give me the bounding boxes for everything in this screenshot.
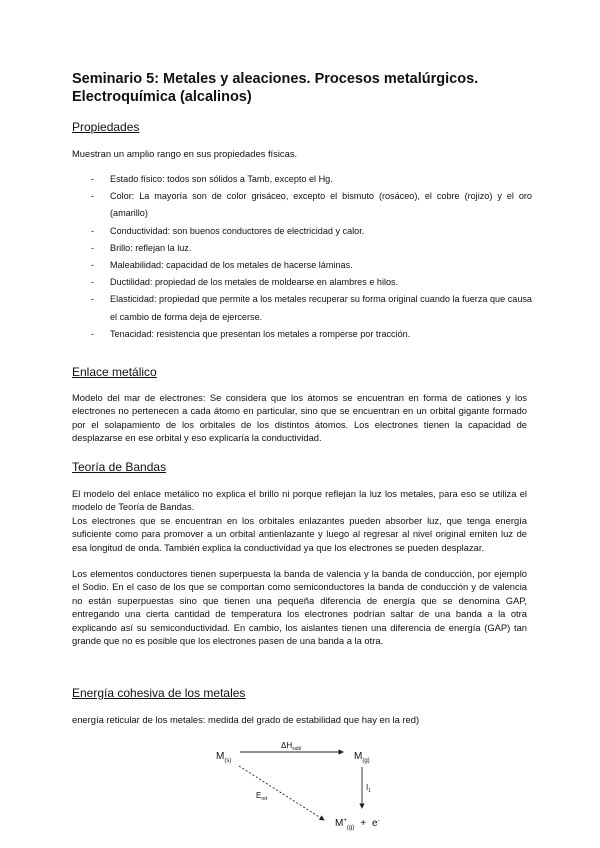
lattice-energy-arrow <box>239 766 324 820</box>
section-heading-bandas: Teoría de Bandas <box>72 460 167 474</box>
bullet-dash: - <box>91 225 95 236</box>
sublimation-label: $\Delta H_{subl}$ <box>281 741 302 752</box>
list-item: - Conductividad: son buenos conductores de electricidad y calor. <box>72 223 532 240</box>
list-item: - Ductilidad: propiedad de los metales de moldearse en alambres e hilos. <box>72 274 532 291</box>
m-solid-label: $M_{(s)}$ <box>216 751 232 764</box>
cohesiva-text: energía reticular de los metales: medida del grado de estabilidad que hay en la red) <box>72 714 420 725</box>
bandas-p3: Los elementos conductores tienen superpuesta la banda de valencia y la banda de conducción, por ejemplo el Sodio. En el caso de los que se comportan como semiconductores la banda de conducción y de valencia no están superpuestas sino que tienen una pequeña diferencia de energía que se denomina GAP, entregando una cierta cantidad de temperatura los electrones podrían saltar de una banda a la otra explicando así su semiconductividad. En cambio, los aislantes tienen una diferencia de energía (GAP) tan grande que no es posible que los electrones pasen de una banda a la otra. <box>72 568 527 647</box>
bullet-dash: - <box>91 328 95 339</box>
bullet-dash: - <box>91 260 95 271</box>
m-gas-label: $M_{(g)}$ <box>354 751 370 764</box>
enlace-paragraph: Modelo del mar de electrones: Se considera que los átomos se encuentran en forma de cationes y los electrones no pertenecen a cada átomo en particular, sino que se encuentran en un orbital gigante formado por el solapamiento de los orbitales de los distintos átomos. Los electrones tienen la capacidad de desplazarse en ese orbital y eso explicaría la conductividad. <box>72 392 527 444</box>
bandas-p2: Los electrones que se encuentran en los orbitales enlazantes pueden absorber luz, que tenga energía suficiente como para promover a un orbital antienlazante y luego al regresar al nivel original emiten luz de esa longitud de onda. También explica la conductividad ya que los electrones se pueden desplazar. <box>72 514 527 553</box>
list-item: - Brillo: reflejan la luz. <box>72 240 532 257</box>
bandas-p1: El modelo del enlace metálico no explica el brillo ni porque reflejan la luz los metales, para eso se utiliza el modelo de Teoría de Bandas. <box>72 488 527 513</box>
bullet-dash: - <box>91 174 95 184</box>
list-item: - Elasticidad: propiedad que permite a los metales recuperar su forma original cuando la fuerza que causa el cambio de forma deja de ejercerse. <box>72 291 532 325</box>
list-item: - Estado físico: todos son sólidos a Tamb, excepto el Hg. <box>72 171 532 188</box>
list-item: - Maleabilidad: capacidad de los metales de hacerse láminas. <box>72 257 532 274</box>
page-title: Seminario 5: Metales y aleaciones. Procesos metalúrgicos. Electroquímica (alcalinos) <box>72 71 479 105</box>
bullet-dash: - <box>91 277 95 288</box>
section-heading-cohesiva: Energía cohesiva de los metales <box>72 686 246 700</box>
cation-product-label: $M^+_{(g)} + e^-$ <box>335 818 380 831</box>
list-item: - Color: La mayoría son de color grisáceo, excepto el bismuto (rosáceo), el cobre (rojizo) y el oro (amarillo) <box>72 188 532 222</box>
propiedades-intro: Muestran un amplio rango en sus propiedades físicas. <box>72 148 298 159</box>
list-item: - Tenacidad: resistencia que presentan los metales a romperse por tracción. <box>72 326 532 343</box>
bullet-dash: - <box>91 191 95 202</box>
section-heading-propiedades: Propiedades <box>72 120 140 134</box>
bullet-dash: - <box>91 242 95 253</box>
ionization-label: $I_1$ <box>366 783 372 794</box>
lattice-energy-label: $E_{ret}$ <box>256 791 268 802</box>
bullet-dash: - <box>91 294 95 305</box>
section-heading-enlace: Enlace metálico <box>72 365 157 379</box>
